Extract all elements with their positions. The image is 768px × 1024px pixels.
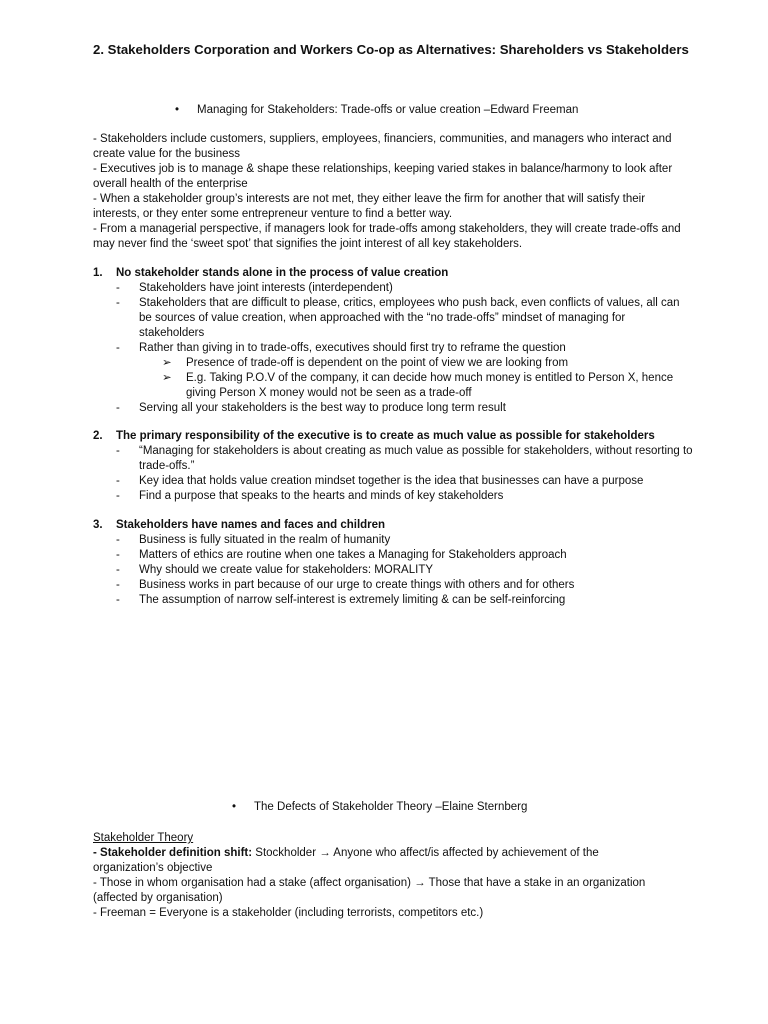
reading-heading-text: Managing for Stakeholders: Trade-offs or value creation –Edward Freeman xyxy=(197,104,579,116)
list-item: - Key idea that holds value creation mindset together is the idea that businesses can have a purpose xyxy=(116,475,644,487)
arrow-bullet-icon: ➢ xyxy=(162,372,172,384)
list-item: - Rather than giving in to trade-offs, executives should first try to reframe the question xyxy=(116,342,566,354)
list-item: - Business is fully situated in the realm of humanity xyxy=(116,534,391,546)
stakeholder-theory-notes xyxy=(93,831,668,921)
section-3-title: 3. Stakeholders have names and faces and children xyxy=(93,519,386,531)
section-2 xyxy=(93,429,693,504)
sub-list-item: ➢ Presence of trade-off is dependent on the point of view we are looking from xyxy=(162,357,569,369)
theory-line: - Stakeholder definition shift: Stockholder → Anyone who affect/is affected by achievement of the organization’s objective xyxy=(93,847,599,874)
intro-line: - Executives job is to manage & shape these relationships, keeping varied stakes in balance/harmony to look after overall health of the enterprise xyxy=(93,163,673,190)
section-3 xyxy=(93,518,693,608)
list-item: - “Managing for stakeholders is about creating as much value as possible for stakeholders, without resorting to trade-offs.” xyxy=(116,445,693,472)
list-item: - Stakeholders have joint interests (interdependent) xyxy=(116,282,393,294)
theory-line: - Those in whom organisation had a stake (affect organisation) → Those that have a stake in an organization (affected by organisation) xyxy=(93,877,646,904)
bullet-icon: • xyxy=(175,104,180,116)
list-item: - The assumption of narrow self-interest is extremely limiting & can be self-reinforcing xyxy=(116,594,566,606)
intro-line: - From a managerial perspective, if managers look for trade-offs among stakeholders, they will create trade-offs and may never find the ‘sweet spot’ that signifies the joint interest of all key stakeholders. xyxy=(93,223,681,250)
reading-heading-text: The Defects of Stakeholder Theory –Elaine Sternberg xyxy=(254,801,528,813)
sub-list-item: ➢ E.g. Taking P.O.V of the company, it can decide how much money is entitled to Person X, hence giving Person X money would not be seen as a trade-off xyxy=(162,372,674,399)
section-2-title: 2. The primary responsibility of the executive is to create as much value as possible for stakeholders xyxy=(93,430,655,442)
arrow-bullet-icon: ➢ xyxy=(162,357,172,369)
section-1 xyxy=(93,266,693,416)
list-item: - Find a purpose that speaks to the hearts and minds of key stakeholders xyxy=(116,490,504,502)
list-item: - Stakeholders that are difficult to please, critics, employees who push back, even conflicts of values, all can be sources of value creation, when approached with the “no trade-offs” mindset of managing for stakeholders xyxy=(116,297,680,339)
subheading: Stakeholder Theory xyxy=(93,832,194,844)
theory-line: - Freeman = Everyone is a stakeholder (including terrorists, competitors etc.) xyxy=(93,907,484,919)
intro-line: - Stakeholders include customers, suppliers, employees, financiers, communities, and managers who interact and create value for the business xyxy=(93,133,672,160)
intro-line: - When a stakeholder group’s interests are not met, they either leave the firm for another that will satisfy their interests, or they enter some entrepreneur venture to find a better way. xyxy=(93,193,646,220)
reading-heading-sternberg xyxy=(232,801,527,813)
bullet-icon: • xyxy=(232,801,237,813)
list-item: - Serving all your stakeholders is the best way to produce long term result xyxy=(116,402,506,414)
list-item: - Matters of ethics are routine when one takes a Managing for Stakeholders approach xyxy=(116,549,567,561)
page-title: 2. Stakeholders Corporation and Workers Co-op as Alternatives: Shareholders vs Stakeholders xyxy=(93,42,689,57)
intro-paragraphs xyxy=(93,132,683,252)
list-item: - Business works in part because of our urge to create things with others and for others xyxy=(116,579,575,591)
section-1-title: 1. No stakeholder stands alone in the process of value creation xyxy=(93,267,449,279)
list-item: - Why should we create value for stakeholders: MORALITY xyxy=(116,564,434,576)
reading-heading-freeman xyxy=(175,104,578,116)
